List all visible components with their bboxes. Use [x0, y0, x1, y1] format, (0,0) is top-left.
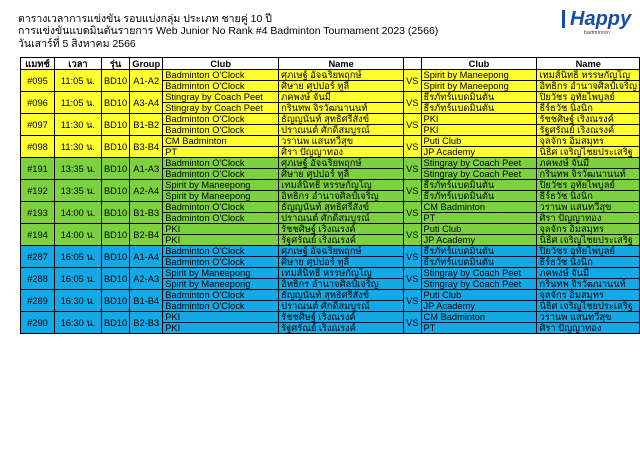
player-name-a: ศุภเษฐ์ อัจฉริยพฤกษ์	[279, 246, 404, 257]
match-row	[21, 92, 640, 103]
vs-label: VS	[404, 312, 421, 334]
club-a: Stingray by Coach Peet	[163, 103, 279, 114]
match-class: BD10	[101, 136, 129, 158]
player-name-b: นิธิศ เจริญไชยประเสริฐ	[537, 147, 640, 158]
vs-label: VS	[404, 158, 421, 180]
player-name-b: จุลจักร อิ่มสมุทร	[537, 224, 640, 235]
club-b: CM Badminton	[421, 202, 537, 213]
club-b: Puti Club	[421, 136, 537, 147]
match-group: B3-B4	[130, 136, 163, 158]
club-a: Spirit by Maneepong	[163, 279, 279, 290]
match-id: #287	[21, 246, 55, 268]
club-a: Badminton O'Clock	[163, 125, 279, 136]
player-name-b: อิทธิกร อำนาจศิลป์เจริญ	[537, 81, 640, 92]
player-name-a: อิทธิกร อำนาจศิลป์เจริญ	[279, 279, 404, 290]
match-time: 13:35 น.	[54, 180, 101, 202]
club-a: PT	[163, 147, 279, 158]
player-name-a: ศิษาย ศุปปอร์ ทูลี	[279, 257, 404, 268]
club-b: Stingray by Coach Peet	[421, 158, 537, 169]
player-name-b: ธีร์ธวัช นิ่งนิก	[537, 103, 640, 114]
player-name-a: ปราณนต์ ศักดิ์สมบูรณ์	[279, 125, 404, 136]
player-name-b: เทมส์นิทธิ์ หรรษกัญโญ	[537, 70, 640, 81]
date-title: วันเสาร์ที่ 5 สิงหาคม 2566	[18, 38, 136, 50]
match-group: B1-B4	[130, 290, 163, 312]
club-b: JP Academy	[421, 235, 537, 246]
player-name-b: ศิรา ปัญญาทอง	[537, 213, 640, 224]
schedule-title: ตารางเวลาการแข่งขัน รอบแบ่งกลุ่ม ประเภท ชายคู่ 10 ปี	[18, 13, 272, 25]
header-match: แมทช์	[21, 58, 55, 70]
player-name-b: วรานพ แสนทวีสุข	[537, 202, 640, 213]
match-group: A1-A3	[130, 158, 163, 180]
match-id: #097	[21, 114, 55, 136]
match-class: BD10	[101, 224, 129, 246]
match-class: BD10	[101, 290, 129, 312]
club-a: Spirit by Maneepong	[163, 268, 279, 279]
club-a: PKI	[163, 312, 279, 323]
club-b: JP Academy	[421, 301, 537, 312]
club-a: Spirit by Maneepong	[163, 180, 279, 191]
match-id: #191	[21, 158, 55, 180]
match-time: 16:05 น.	[54, 246, 101, 268]
club-a: PKI	[163, 224, 279, 235]
club-b: PKI	[421, 125, 537, 136]
match-id: #193	[21, 202, 55, 224]
match-class: BD10	[101, 158, 129, 180]
club-b: ธีรภัทร์แบดมินตัน	[421, 103, 537, 114]
player-name-b: ปิยวัชร อุทัยไพบูลย์	[537, 180, 640, 191]
player-name-b: รัชชศิษฐ์ เริงณรงค์	[537, 114, 640, 125]
match-group: B1-B2	[130, 114, 163, 136]
header-club-b: Club	[421, 58, 537, 70]
logo-text: Happy	[570, 8, 632, 30]
player-name-b: กรินทพ จิรวัฒนานนท์	[537, 279, 640, 290]
player-name-a: เทมส์นิทธิ์ หรรษกัญโญ	[279, 268, 404, 279]
club-b: ธีรภัทร์แบดมินตัน	[421, 246, 537, 257]
club-a: Badminton O'Clock	[163, 202, 279, 213]
match-group: A1-A2	[130, 70, 163, 92]
match-row	[21, 158, 640, 169]
club-a: Badminton O'Clock	[163, 257, 279, 268]
match-class: BD10	[101, 70, 129, 92]
player-name-a: ศุภเษฐ์ อัจฉริยพฤกษ์	[279, 70, 404, 81]
match-time: 16:05 น.	[54, 268, 101, 290]
player-name-a: ปราณนต์ ศักดิ์สมบูรณ์	[279, 213, 404, 224]
player-name-a: รัชชศิษฐ์ เริงณรงค์	[279, 224, 404, 235]
match-schedule-table	[20, 57, 640, 334]
vs-label: VS	[404, 114, 421, 136]
match-row	[21, 290, 640, 301]
club-b: Stingray by Coach Peet	[421, 268, 537, 279]
match-row	[21, 246, 640, 257]
header-name-b: Name	[537, 58, 640, 70]
club-a: Stingray by Coach Peet	[163, 92, 279, 103]
match-class: BD10	[101, 202, 129, 224]
match-id: #095	[21, 70, 55, 92]
player-name-b: วรานพ แสนทวีสุข	[537, 312, 640, 323]
club-a: CM Badminton	[163, 136, 279, 147]
match-row	[21, 202, 640, 213]
match-time: 13:35 น.	[54, 158, 101, 180]
match-class: BD10	[101, 92, 129, 114]
player-name-a: กรินทพ จิรวัฒนานนท์	[279, 103, 404, 114]
vs-label: VS	[404, 180, 421, 202]
player-name-b: ภคพงษ์ จันมี	[537, 158, 640, 169]
match-time: 11:05 น.	[54, 92, 101, 114]
match-id: #288	[21, 268, 55, 290]
match-time: 11:30 น.	[54, 114, 101, 136]
vs-label: VS	[404, 268, 421, 290]
match-class: BD10	[101, 246, 129, 268]
player-name-a: ปราณนต์ ศักดิ์สมบูรณ์	[279, 301, 404, 312]
club-a: Badminton O'Clock	[163, 290, 279, 301]
player-name-a: รัฐศรัณย์ เริงณรงค์	[279, 323, 404, 334]
club-a: Spirit by Maneepong	[163, 191, 279, 202]
vs-label: VS	[404, 290, 421, 312]
club-b: Spirit by Maneepong	[421, 70, 537, 81]
match-id: #289	[21, 290, 55, 312]
happy-badminton-logo	[560, 8, 636, 42]
header-club-a: Club	[163, 58, 279, 70]
player-name-b: จุลจักร อิ่มสมุทร	[537, 136, 640, 147]
header-vs	[404, 58, 421, 70]
header-class: รุ่น	[101, 58, 129, 70]
match-time: 14:00 น.	[54, 224, 101, 246]
club-b: Puti Club	[421, 290, 537, 301]
club-b: PT	[421, 323, 537, 334]
player-name-b: จุลจักร อิ่มสมุทร	[537, 290, 640, 301]
player-name-a: ศิษาย ศุปปอร์ ทูลี	[279, 169, 404, 180]
player-name-a: ศิรา ปัญญาทอง	[279, 147, 404, 158]
match-row	[21, 268, 640, 279]
player-name-a: ศิษาย ศุปปอร์ ทูลี	[279, 81, 404, 92]
club-a: Badminton O'Clock	[163, 301, 279, 312]
club-b: Stingray by Coach Peet	[421, 279, 537, 290]
club-b: PKI	[421, 114, 537, 125]
player-name-a: ธัญญนันท์ สุทธิศรีสังข์	[279, 202, 404, 213]
player-name-a: ธัญญนันท์ สุทธิศรีสังข์	[279, 114, 404, 125]
player-name-b: นิธิศ เจริญไชยประเสริฐ	[537, 301, 640, 312]
club-b: Puti Club	[421, 224, 537, 235]
match-group: B2-B3	[130, 312, 163, 334]
club-a: Badminton O'Clock	[163, 169, 279, 180]
player-name-a: ภคพงษ์ จันมี	[279, 92, 404, 103]
match-time: 16:30 น.	[54, 312, 101, 334]
match-time: 11:05 น.	[54, 70, 101, 92]
club-a: PKI	[163, 235, 279, 246]
match-row	[21, 224, 640, 235]
player-name-b: ธีร์ธวัช นิ่งนิก	[537, 257, 640, 268]
match-group: A3-A4	[130, 92, 163, 114]
match-id: #192	[21, 180, 55, 202]
player-name-a: เทมส์นิทธิ์ หรรษกัญโญ	[279, 180, 404, 191]
vs-label: VS	[404, 70, 421, 92]
player-name-a: วรานพ แสนทวีสุข	[279, 136, 404, 147]
player-name-b: รัฐศรัณย์ เริงณรงค์	[537, 125, 640, 136]
player-name-b: ศิรา ปัญญาทอง	[537, 323, 640, 334]
match-time: 16:30 น.	[54, 290, 101, 312]
player-name-b: ภคพงษ์ จันมี	[537, 268, 640, 279]
match-row	[21, 114, 640, 125]
match-row	[21, 70, 640, 81]
match-id: #096	[21, 92, 55, 114]
header-group: Group	[130, 58, 163, 70]
match-group: A2-A4	[130, 180, 163, 202]
vs-label: VS	[404, 246, 421, 268]
club-b: PT	[421, 213, 537, 224]
match-class: BD10	[101, 180, 129, 202]
player-name-b: ธีร์ธวัช นิ่งนิก	[537, 191, 640, 202]
match-group: B2-B4	[130, 224, 163, 246]
club-b: ธีรภัทร์แบดมินตัน	[421, 257, 537, 268]
match-time: 14:00 น.	[54, 202, 101, 224]
club-a: Badminton O'Clock	[163, 213, 279, 224]
match-row	[21, 180, 640, 191]
club-b: JP Academy	[421, 147, 537, 158]
header-name-a: Name	[279, 58, 404, 70]
player-name-a: อิทธิกร อำนาจศิลป์เจริญ	[279, 191, 404, 202]
match-group: B1-B3	[130, 202, 163, 224]
player-name-b: ปิยวัชร อุทัยไพบูลย์	[537, 246, 640, 257]
club-a: Badminton O'Clock	[163, 114, 279, 125]
match-row	[21, 136, 640, 147]
match-time: 11:30 น.	[54, 136, 101, 158]
header-time: เวลา	[54, 58, 101, 70]
club-b: ธีรภัทร์แบดมินตัน	[421, 180, 537, 191]
match-id: #290	[21, 312, 55, 334]
match-id: #194	[21, 224, 55, 246]
player-name-a: ธัญญนันท์ สุทธิศรีสังข์	[279, 290, 404, 301]
club-b: ธีรภัทร์แบดมินตัน	[421, 191, 537, 202]
player-name-b: นิธิศ เจริญไชยประเสริฐ	[537, 235, 640, 246]
club-a: PKI	[163, 323, 279, 334]
player-name-b: กรินทพ จิรวัฒนานนท์	[537, 169, 640, 180]
player-name-a: รัฐศรัณย์ เริงณรงค์	[279, 235, 404, 246]
match-class: BD10	[101, 114, 129, 136]
club-b: CM Badminton	[421, 312, 537, 323]
club-b: Stingray by Coach Peet	[421, 169, 537, 180]
table-header-row	[21, 58, 640, 70]
player-name-b: ปิยวัชร อุทัยไพบูลย์	[537, 92, 640, 103]
club-a: Badminton O'Clock	[163, 81, 279, 92]
match-group: A1-A4	[130, 246, 163, 268]
match-class: BD10	[101, 312, 129, 334]
match-row	[21, 312, 640, 323]
logo-subtitle: badminton	[584, 30, 611, 36]
club-b: Spirit by Maneepong	[421, 81, 537, 92]
vs-label: VS	[404, 224, 421, 246]
match-class: BD10	[101, 268, 129, 290]
vs-label: VS	[404, 92, 421, 114]
vs-label: VS	[404, 136, 421, 158]
vs-label: VS	[404, 202, 421, 224]
tournament-title: การแข่งขันแบดมินตันรายการ Web Junior No Rank #4 Badminton Tournament 2023 (2566)	[18, 25, 439, 37]
match-id: #098	[21, 136, 55, 158]
player-name-a: รัชชศิษฐ์ เริงณรงค์	[279, 312, 404, 323]
club-a: Badminton O'Clock	[163, 246, 279, 257]
match-group: A2-A3	[130, 268, 163, 290]
club-a: Badminton O'Clock	[163, 70, 279, 81]
club-b: ธีรภัทร์แบดมินตัน	[421, 92, 537, 103]
club-a: Badminton O'Clock	[163, 158, 279, 169]
player-name-a: ศุภเษฐ์ อัจฉริยพฤกษ์	[279, 158, 404, 169]
